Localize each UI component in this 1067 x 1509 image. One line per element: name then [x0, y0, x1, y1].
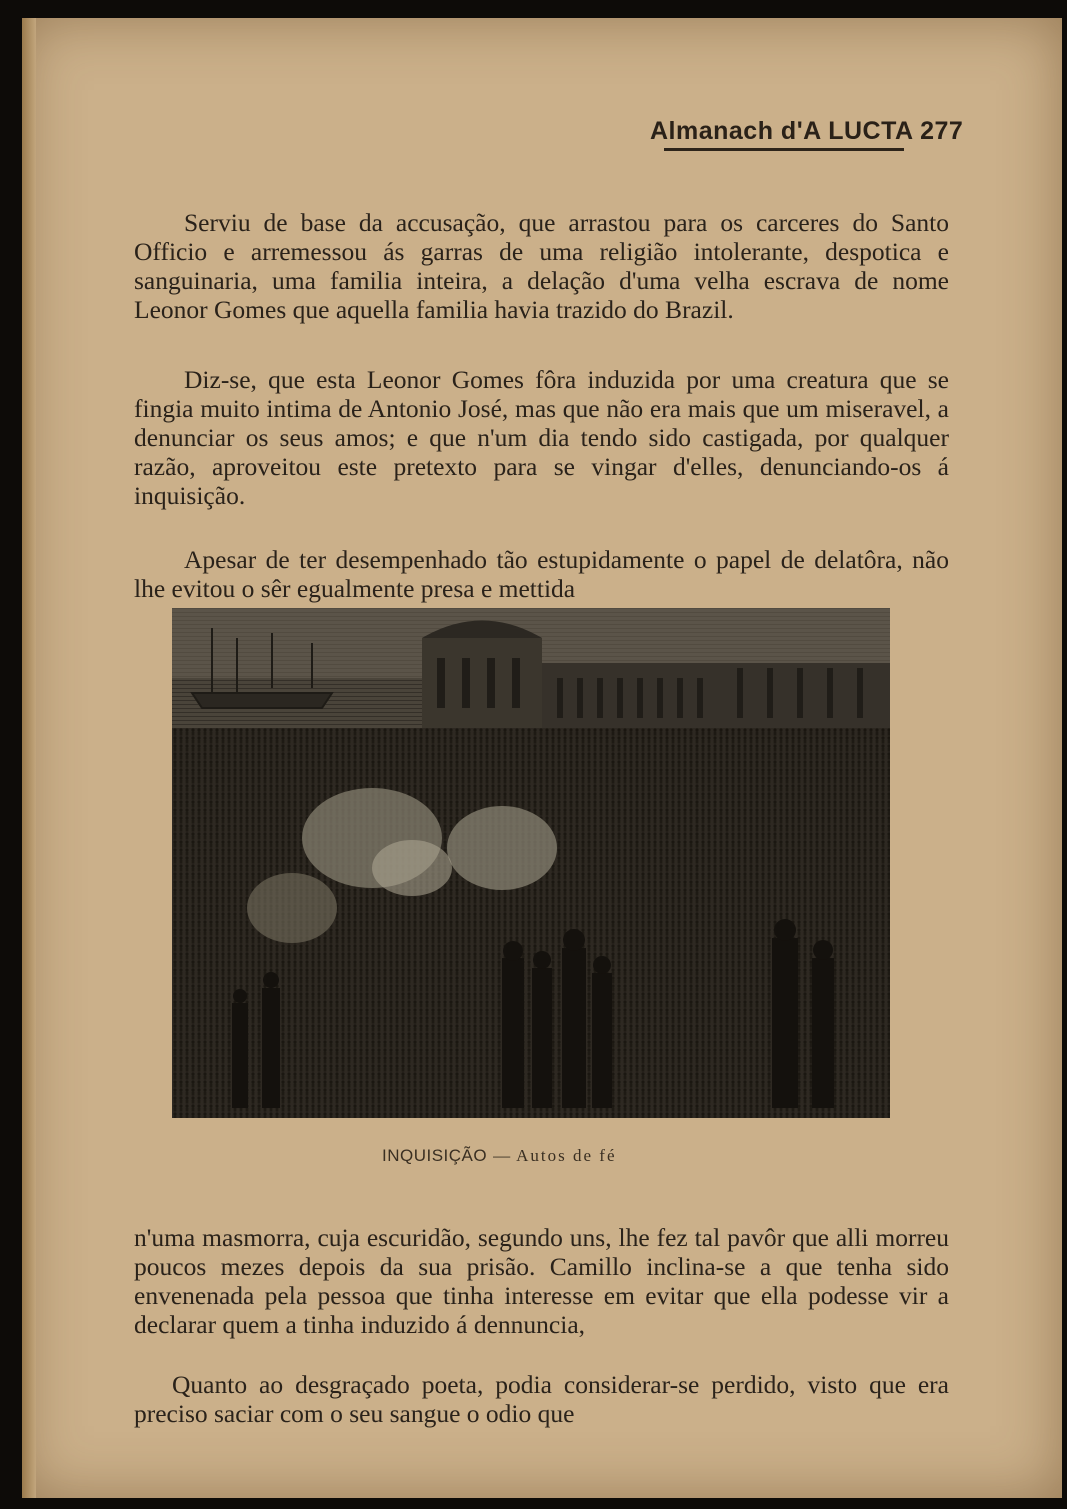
caption-title: INQUISIÇÃO	[382, 1146, 488, 1165]
caption-subtitle: Autos de fé	[516, 1146, 617, 1165]
paragraph-poeta: Quanto ao desgraçado poeta, podia considerar-se perdido, visto que era preciso saciar com o seu sangue o odio que	[134, 1369, 949, 1428]
header-rule	[664, 148, 904, 151]
engraving-illustration	[172, 608, 890, 1118]
paragraph-delatora: Apesar de ter desempenhado tão estupidamente o papel de delatôra, não lhe evitou o sêr egualmente presa e mettida	[134, 544, 949, 603]
page-binding-edge	[22, 18, 36, 1498]
figure-caption	[382, 1146, 682, 1166]
paragraph-masmorra: n'uma masmorra, cuja escuridão, segundo uns, lhe fez tal pavôr que alli morreu poucos mezes depois da sua prisão. Camillo inclina-se a que tenha sido envenenada pela pessoa que tinha interesse em evitar que ella podesse vir a declarar quem a tinha induzido á dennuncia,	[134, 1222, 949, 1339]
paragraph-leonor-gomes: Diz-se, que esta Leonor Gomes fôra induzida por uma creatura que se fingia muito intima de Antonio José, mas que não era mais que um miseravel, a denunciar os seus amos; e que n'um dia tendo sido castigada, por qualquer razão, aproveitou este pretexto para se vingar d'elles, denunciando-os á inquisição.	[134, 364, 949, 510]
paragraph-accusation: Serviu de base da accusação, que arrastou para os carceres do Santo Officio e arremessou ás garras de uma religião intolerante, despotica e sanguinaria, uma familia inteira, a delação d'uma velha escrava de nome Leonor Gomes que aquella familia havia trazido do Brazil.	[134, 207, 949, 324]
running-header: Almanach d'A LUCTA 277	[650, 117, 964, 145]
caption-separator: —	[493, 1146, 511, 1165]
